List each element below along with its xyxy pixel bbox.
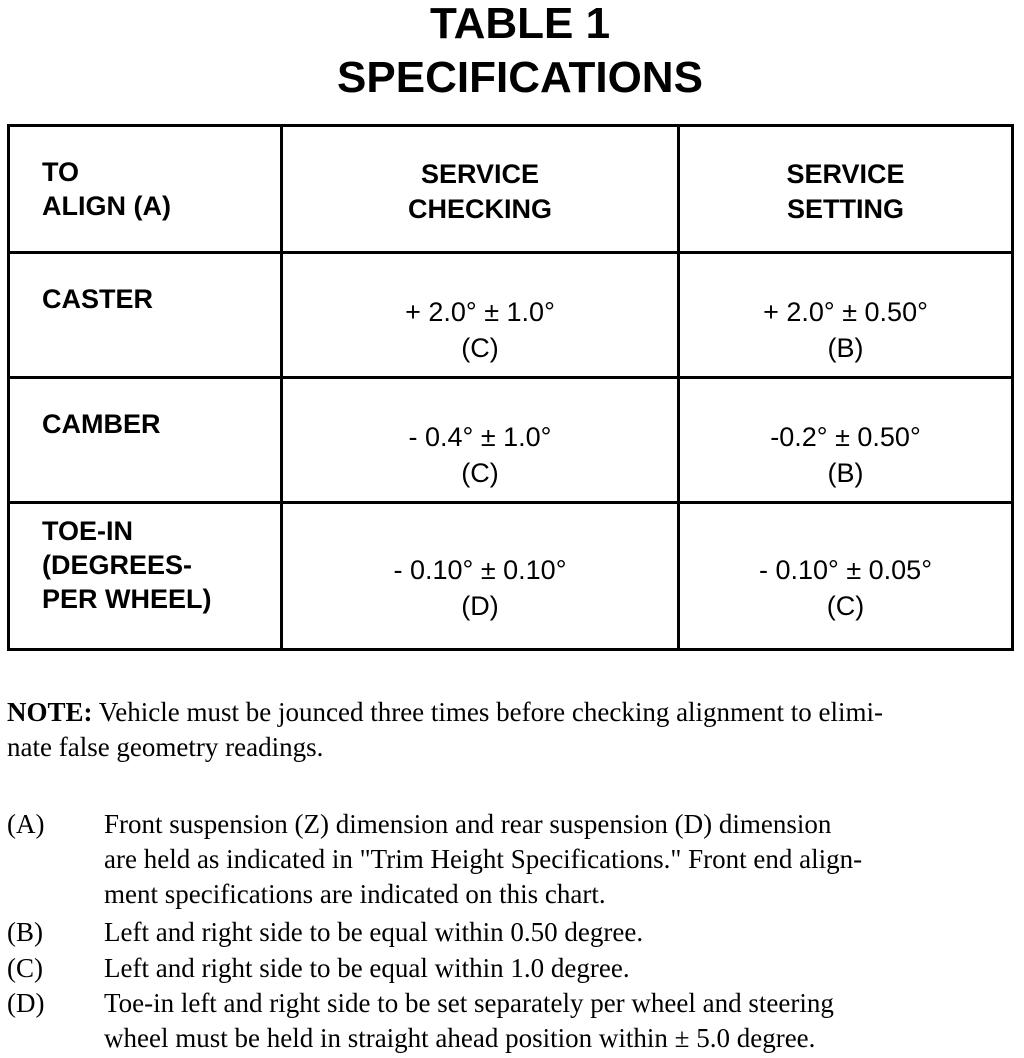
header-cell-service-checking	[282, 126, 679, 253]
row-label: CASTER	[42, 284, 154, 314]
footnote-key-d: (D)	[7, 988, 45, 1018]
header-cell-to-align	[9, 126, 282, 253]
footnote-b	[104, 915, 1009, 950]
footnote-text: wheel must be held in straight ahead position within ± 5.0 degree.	[104, 1023, 816, 1053]
footnote-a	[104, 807, 1009, 912]
row-label-cell	[9, 503, 282, 650]
row-label: PER WHEEL)	[42, 584, 212, 614]
checking-note-ref: (D)	[461, 591, 499, 621]
setting-note-ref: (B)	[827, 333, 864, 363]
checking-note-ref: (C)	[461, 333, 499, 363]
page-subtitle: SPECIFICATIONS	[337, 53, 703, 102]
table-header-row	[9, 126, 1013, 253]
row-label-cell	[9, 253, 282, 378]
checking-value: - 0.4° ± 1.0°	[408, 422, 552, 452]
header-text: ALIGN (A)	[42, 191, 171, 221]
footnote-key-b: (B)	[7, 917, 43, 947]
checking-value: + 2.0° ± 1.0°	[405, 297, 555, 327]
header-text: SERVICE	[786, 159, 905, 189]
table-row	[9, 378, 1013, 503]
footnote-text: Left and right side to be equal within 0.50 degree.	[104, 917, 644, 947]
header-text: TO	[42, 157, 80, 187]
setting-value-cell	[679, 503, 1013, 650]
setting-note-ref: (C)	[826, 591, 865, 621]
footnote-key-a: (A)	[7, 809, 45, 839]
setting-note-ref: (B)	[827, 458, 864, 488]
note-text: Vehicle must be jounced three times before checking alignment to elimi-	[98, 697, 884, 727]
footnote-d	[104, 986, 1009, 1056]
setting-value-cell	[679, 253, 1013, 378]
note-label: NOTE:	[7, 697, 93, 727]
footnote-text: Toe-in left and right side to be set separately per wheel and steering	[104, 988, 834, 1018]
footnote-text: Front suspension (Z) dimension and rear suspension (D) dimension	[104, 809, 832, 839]
checking-note-ref: (C)	[461, 458, 499, 488]
checking-value-cell	[282, 253, 679, 378]
specifications-table	[7, 124, 1014, 651]
footnote-c	[104, 951, 1009, 986]
footnote-key-c: (C)	[7, 953, 43, 983]
header-text: SETTING	[786, 194, 904, 224]
row-label: TOE-IN	[42, 516, 134, 546]
row-label: CAMBER	[42, 409, 161, 439]
setting-value-cell	[679, 378, 1013, 503]
setting-value: + 2.0° ± 0.50°	[763, 297, 928, 327]
checking-value-cell	[282, 503, 679, 650]
header-text: CHECKING	[407, 194, 552, 224]
checking-value-cell	[282, 378, 679, 503]
footnote-text: are held as indicated in "Trim Height Specifications." Front end align-	[104, 844, 863, 874]
page-title: TABLE 1	[429, 0, 611, 48]
header-text: SERVICE	[420, 159, 540, 189]
setting-value: - 0.10° ± 0.05°	[758, 555, 932, 585]
table-row	[9, 503, 1013, 650]
note-paragraph	[7, 695, 1017, 765]
note-text: nate false geometry readings.	[7, 732, 324, 762]
row-label: (DEGREES-	[42, 550, 193, 580]
row-label-cell	[9, 378, 282, 503]
note-line	[7, 695, 1017, 730]
checking-value: - 0.10° ± 0.10°	[393, 555, 567, 585]
table-row	[9, 253, 1013, 378]
setting-value: -0.2° ± 0.50°	[770, 422, 921, 452]
footnote-text: ment specifications are indicated on this chart.	[104, 879, 606, 909]
header-cell-service-setting	[679, 126, 1013, 253]
footnote-text: Left and right side to be equal within 1.0 degree.	[104, 953, 630, 983]
